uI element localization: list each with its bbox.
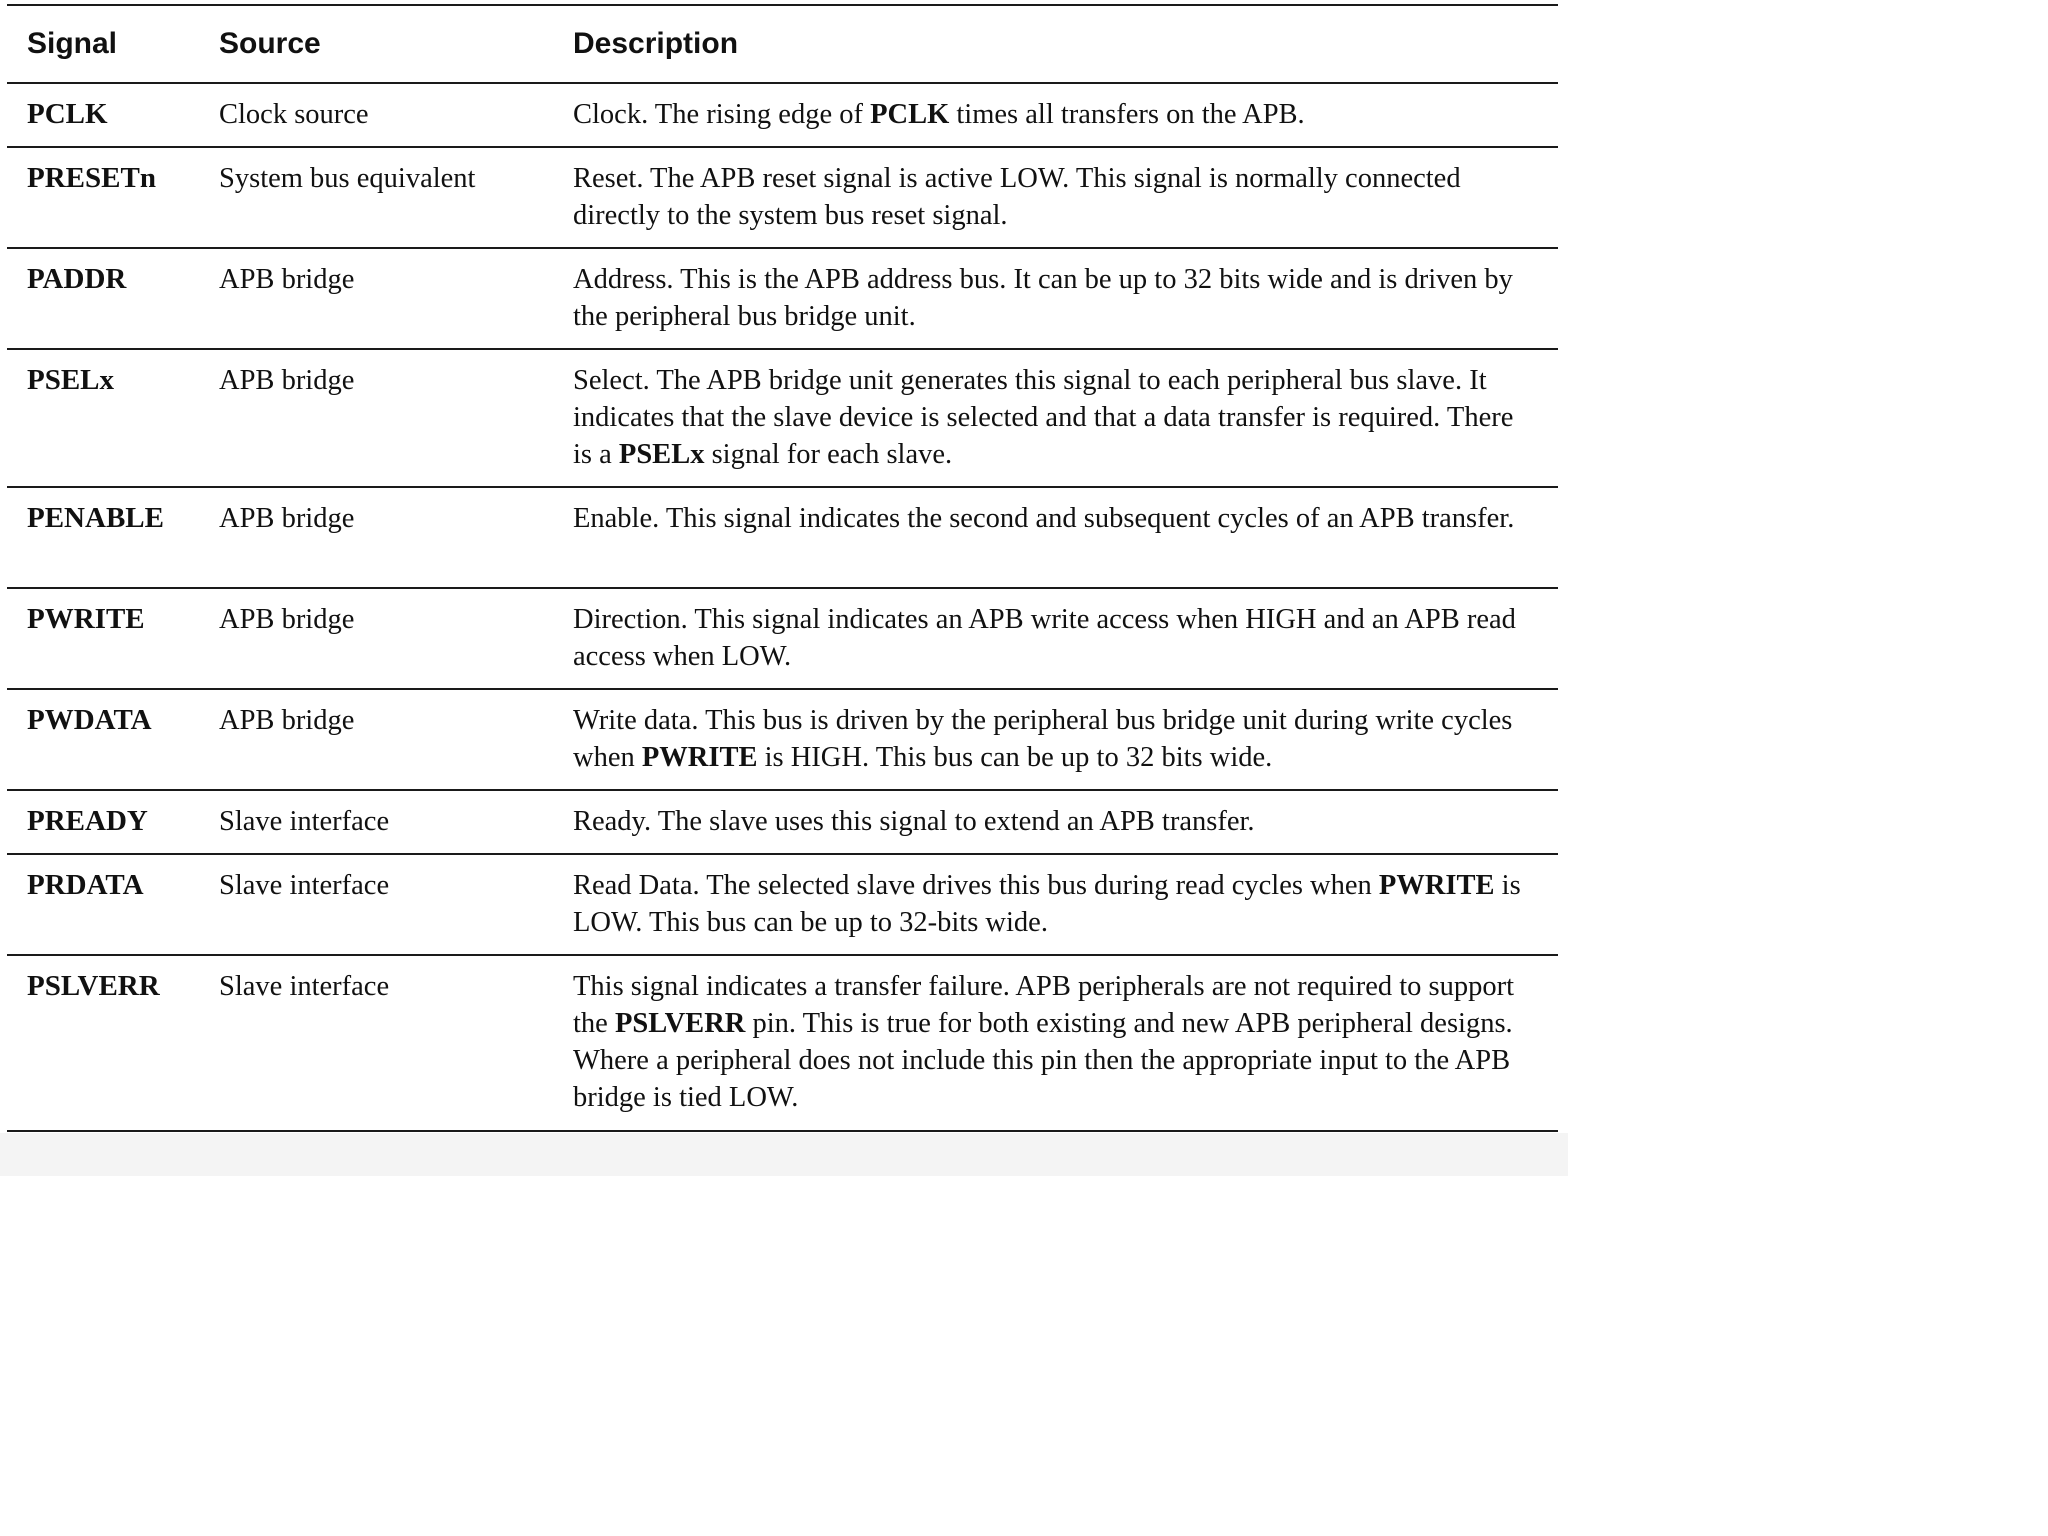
table-row (7, 854, 1558, 955)
description-segment: Direction. This signal indicates an APB write access when HIGH and an APB read access when LOW. (573, 604, 1516, 672)
signal-name: PWRITE (27, 603, 145, 635)
table-row (7, 248, 1558, 349)
signal-reference: PSELx (618, 439, 705, 470)
source-text: APB bridge (219, 503, 355, 534)
description-cell (554, 689, 1558, 790)
description-cell (554, 854, 1558, 955)
signal-reference: PSLVERR (614, 1008, 746, 1039)
signal-name: PSLVERR (27, 970, 160, 1002)
signal-name: PRDATA (27, 869, 144, 901)
signal-cell (7, 83, 199, 147)
description-cell (554, 955, 1558, 1131)
signal-cell (7, 854, 199, 955)
description-segment: times all transfers on the APB. (949, 99, 1305, 130)
table-row (7, 955, 1558, 1131)
source-text: Clock source (219, 99, 369, 130)
column-header-description: Description (554, 5, 1558, 83)
source-text: APB bridge (219, 705, 355, 736)
signal-cell (7, 147, 199, 248)
signal-cell (7, 689, 199, 790)
description-text (573, 855, 1536, 941)
signal-cell (7, 487, 199, 588)
signal-name: PRESETn (27, 162, 156, 194)
table-row (7, 588, 1558, 689)
table-row (7, 487, 1558, 588)
description-text (573, 84, 1536, 133)
description-segment: Enable. This signal indicates the second and subsequent cycles of an APB transfer. (573, 503, 1515, 534)
table-body (7, 83, 1558, 1131)
description-text (573, 589, 1536, 675)
description-cell (554, 487, 1558, 588)
description-cell (554, 349, 1558, 487)
description-cell (554, 588, 1558, 689)
source-cell (199, 147, 554, 248)
source-text: Slave interface (219, 971, 390, 1002)
source-cell (199, 955, 554, 1131)
signal-cell (7, 248, 199, 349)
signal-name: PENABLE (27, 502, 164, 534)
description-segment: Clock. The rising edge of (573, 99, 871, 130)
table-row (7, 83, 1558, 147)
description-text (573, 148, 1536, 234)
description-cell (554, 83, 1558, 147)
signal-cell (7, 588, 199, 689)
description-segment: Write data. This bus is driven by the peripheral bus bridge unit during write cycles when (573, 705, 1513, 773)
description-segment: pin. This is true for both existing and new APB peripheral designs. Where a peripheral does not include this pin then the appropriate input to the APB bridge is tied LOW. (573, 1008, 1513, 1113)
description-segment: is HIGH. This bus can be up to 32 bits wide. (757, 742, 1273, 773)
table-row (7, 689, 1558, 790)
description-text (573, 956, 1536, 1116)
source-cell (199, 248, 554, 349)
signal-cell (7, 790, 199, 854)
apb-signal-table (7, 4, 1558, 1132)
description-segment: Address. This is the APB address bus. It can be up to 32 bits wide and is driven by the peripheral bus bridge unit. (573, 264, 1513, 332)
description-cell (554, 790, 1558, 854)
description-segment: is LOW. This bus can be up to 32-bits wide. (573, 870, 1521, 938)
source-cell (199, 854, 554, 955)
description-cell (554, 248, 1558, 349)
description-segment: Read Data. The selected slave drives this bus during read cycles when (573, 870, 1379, 901)
signal-name: PREADY (27, 805, 148, 837)
signal-reference: PWRITE (1378, 870, 1495, 901)
description-segment: Select. The APB bridge unit generates this signal to each peripheral bus slave. It indicates that the slave device is selected and that a data transfer is required. There is a (573, 365, 1514, 470)
signal-reference: PWRITE (641, 742, 758, 773)
description-cell (554, 147, 1558, 248)
table-header (7, 5, 1558, 83)
source-text: System bus equivalent (219, 163, 476, 194)
source-cell (199, 83, 554, 147)
description-text (573, 791, 1536, 840)
source-text: Slave interface (219, 806, 390, 837)
signal-name: PADDR (27, 263, 127, 295)
source-cell (199, 487, 554, 588)
description-text (573, 488, 1536, 537)
signal-reference: PCLK (870, 99, 950, 130)
table-row (7, 147, 1558, 248)
signal-name: PSELx (27, 364, 115, 396)
source-text: APB bridge (219, 365, 355, 396)
description-text (573, 350, 1536, 473)
source-text: Slave interface (219, 870, 390, 901)
source-cell (199, 790, 554, 854)
source-cell (199, 588, 554, 689)
signal-name: PWDATA (27, 704, 152, 736)
source-cell (199, 349, 554, 487)
signal-cell (7, 349, 199, 487)
column-header-source: Source (199, 5, 554, 83)
description-segment: signal for each slave. (704, 439, 953, 470)
description-segment: Reset. The APB reset signal is active LOW. This signal is normally connected directly to the system bus reset signal. (573, 163, 1461, 231)
description-text (573, 690, 1536, 776)
column-header-signal: Signal (7, 5, 199, 83)
page-bottom-band (0, 1133, 1568, 1176)
table-row (7, 790, 1558, 854)
source-text: APB bridge (219, 264, 355, 295)
description-segment: This signal indicates a transfer failure. APB peripherals are not required to support the (573, 971, 1515, 1039)
header-row (7, 5, 1558, 83)
table-row (7, 349, 1558, 487)
source-cell (199, 689, 554, 790)
signal-cell (7, 955, 199, 1131)
description-segment: Ready. The slave uses this signal to extend an APB transfer. (573, 806, 1255, 837)
source-text: APB bridge (219, 604, 355, 635)
description-text (573, 249, 1536, 335)
signal-name: PCLK (27, 98, 108, 130)
